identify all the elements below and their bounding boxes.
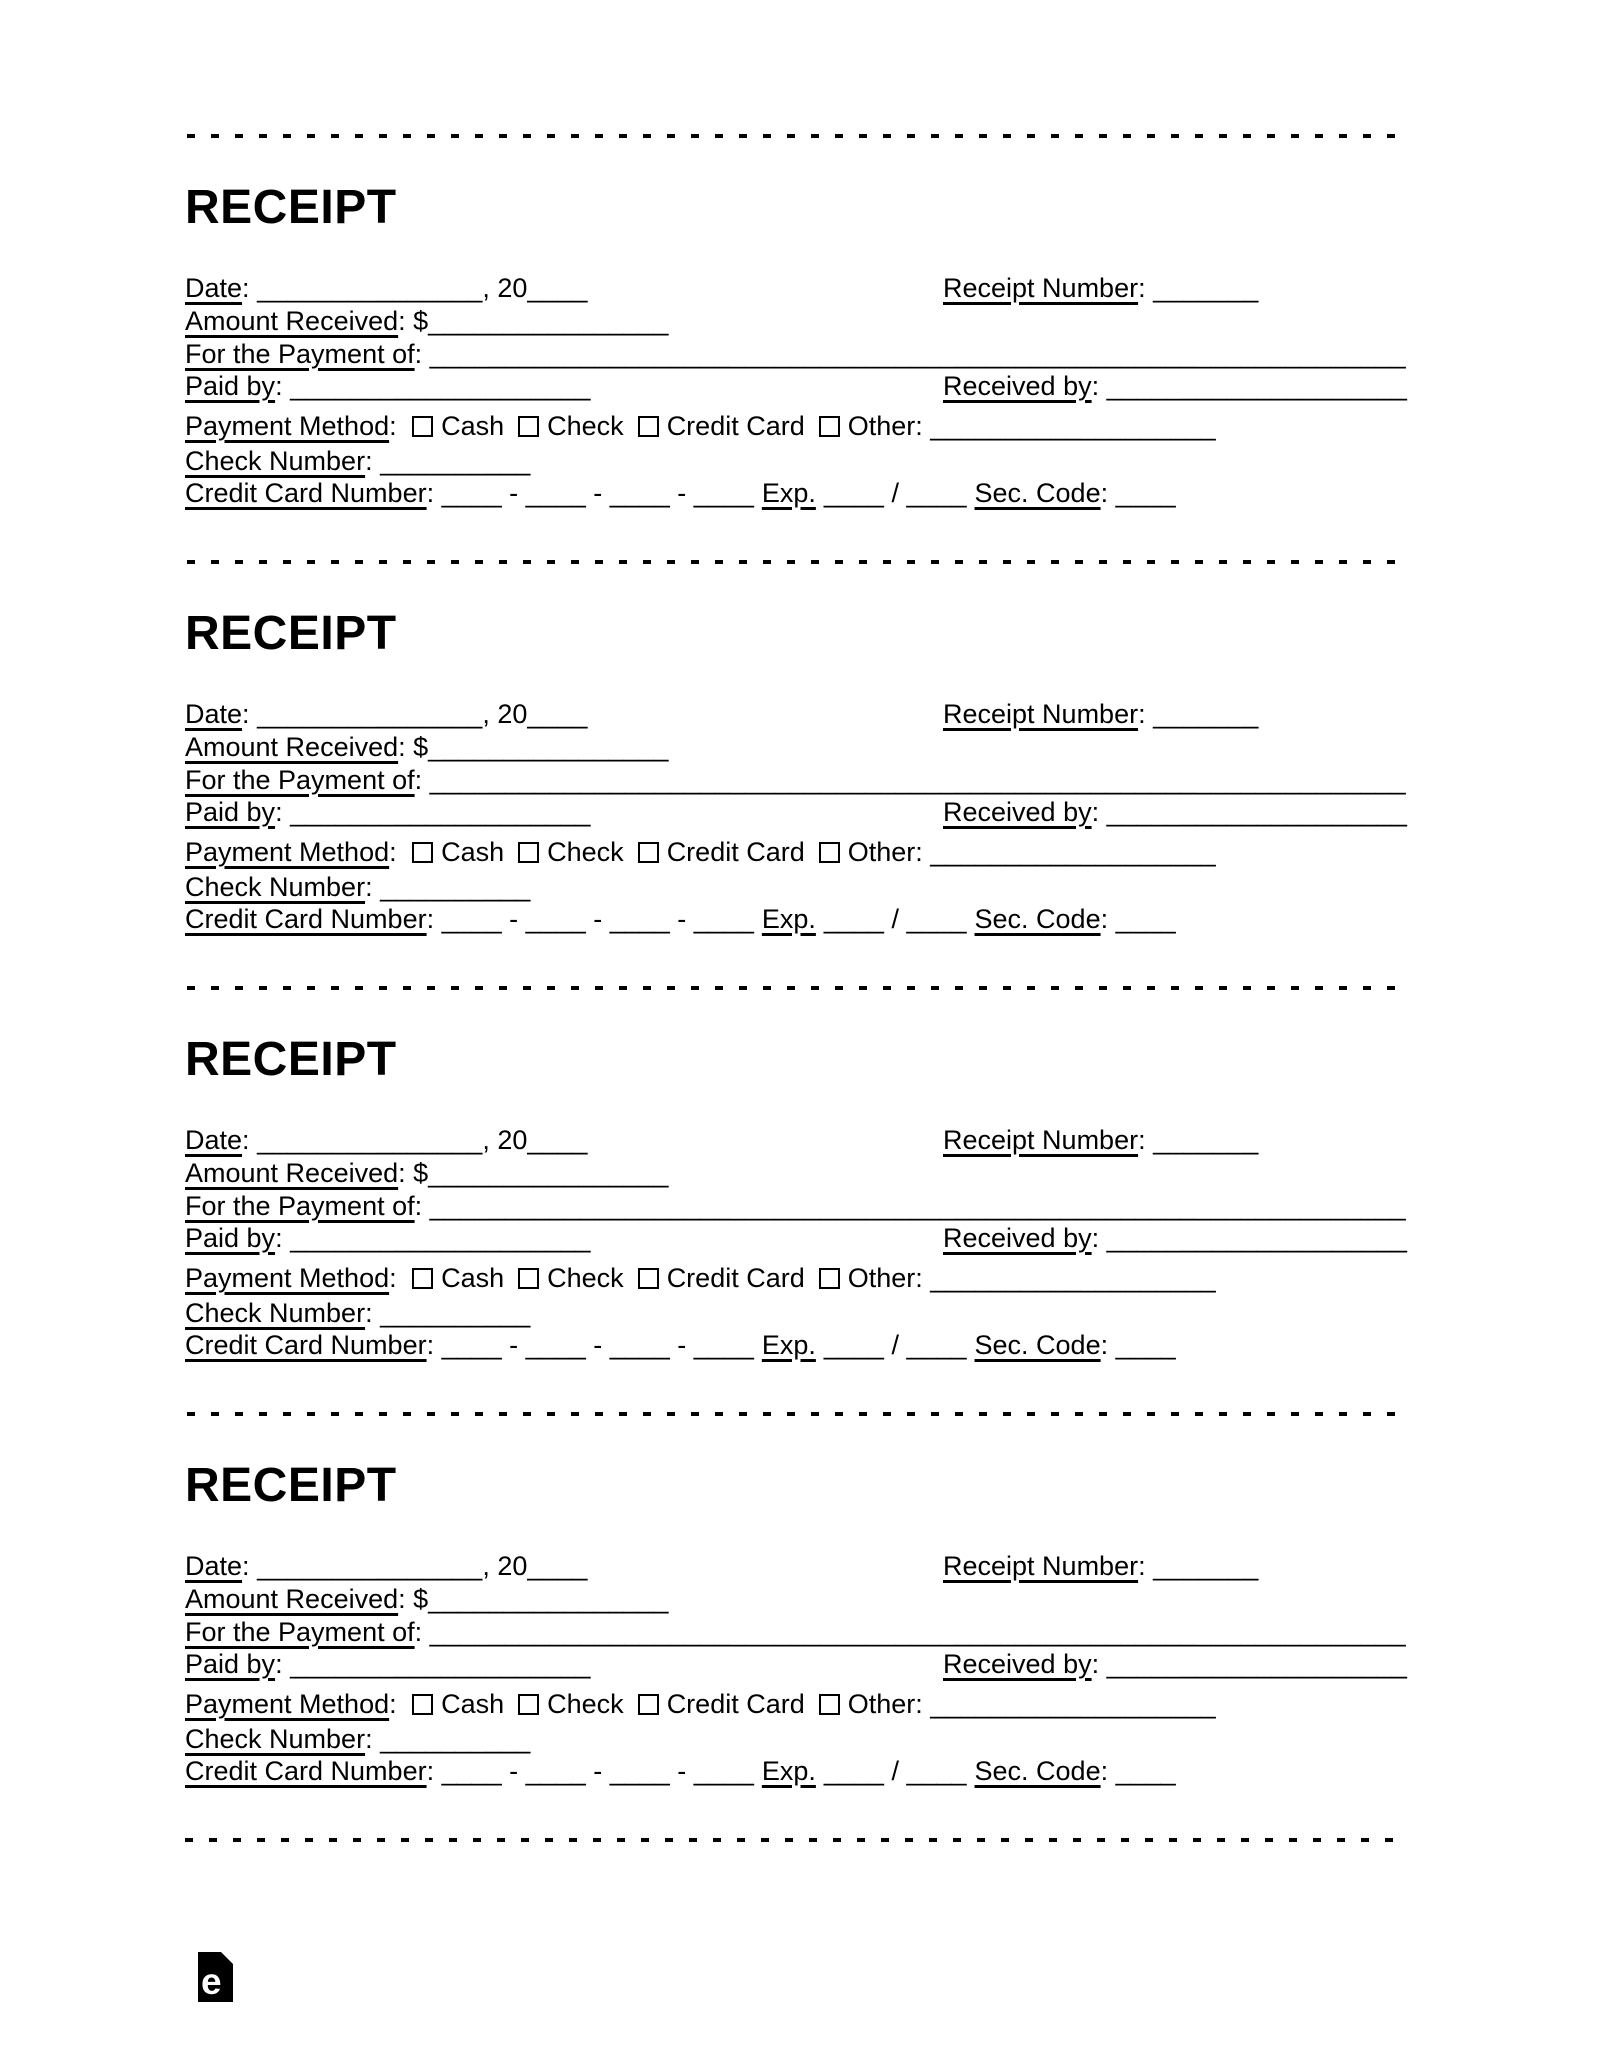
amount-blank: ________________	[428, 1584, 669, 1614]
date-row	[185, 698, 1407, 731]
received-by-field	[943, 1222, 1407, 1255]
check-number-row	[185, 1723, 1407, 1756]
amount-blank: ________________	[428, 732, 669, 762]
paid-by-blank: ____________________	[290, 1649, 591, 1679]
payment-of-row	[185, 1190, 1407, 1223]
receipt-title: RECEIPT	[185, 1459, 397, 1512]
colon: :	[1091, 1223, 1107, 1253]
colon: :	[1138, 1125, 1154, 1155]
receipt-sections	[185, 134, 1407, 1842]
amount-received-row	[185, 1157, 1407, 1190]
colon: :	[426, 1756, 442, 1786]
dollar-sign: $	[413, 732, 429, 762]
receipt-number-field	[943, 1550, 1258, 1583]
payment-of-blank: _________________________________________________________________	[429, 1191, 1406, 1221]
paid-by-row	[185, 796, 1407, 829]
payment-option-credit-card	[638, 1689, 805, 1719]
colon: :	[275, 1649, 291, 1679]
date-century-prefix: , 20	[482, 273, 528, 303]
receipt-section	[185, 1412, 1407, 1838]
payment-of-label: For the Payment of	[185, 1617, 415, 1647]
dashed-cut-line	[187, 986, 1397, 990]
paid-by-row	[185, 1222, 1407, 1255]
exp-label: Exp.	[761, 1330, 816, 1360]
payment-option-other	[819, 1263, 916, 1293]
exp-label: Exp.	[761, 478, 816, 508]
logo-fold-corner-icon	[221, 1952, 233, 1964]
date-year-blank: ____	[527, 273, 588, 303]
amount-received-label: Amount Received	[185, 732, 399, 762]
colon: :	[1100, 1330, 1116, 1360]
payment-of-row	[185, 1616, 1407, 1649]
payment-option-cash	[412, 1689, 504, 1719]
check-label: Check	[547, 837, 624, 867]
dashed-cut-line	[187, 560, 1397, 564]
colon: :	[389, 411, 405, 441]
checkbox-icon	[518, 1694, 539, 1715]
colon: :	[365, 872, 381, 902]
sec-code-blank: ____	[1115, 1756, 1176, 1786]
date-century-prefix: , 20	[482, 1551, 528, 1581]
received-by-label: Received by	[943, 1649, 1092, 1679]
date-row	[185, 1550, 1407, 1583]
check-number-label: Check Number	[185, 1724, 366, 1754]
colon: :	[389, 1263, 405, 1293]
other-label: Other	[847, 1689, 916, 1719]
credit-card-label: Credit Card	[666, 411, 805, 441]
received-by-label: Received by	[943, 1223, 1092, 1253]
other-blank: ___________________	[930, 1689, 1216, 1719]
payment-of-label: For the Payment of	[185, 765, 415, 795]
checkbox-icon	[518, 416, 539, 437]
sec-code-blank: ____	[1115, 1330, 1176, 1360]
cash-label: Cash	[441, 837, 505, 867]
colon: :	[1091, 797, 1107, 827]
sec-code-label: Sec. Code	[974, 478, 1101, 508]
colon: :	[915, 1689, 931, 1719]
colon: :	[398, 732, 414, 762]
colon: :	[365, 446, 381, 476]
credit-card-number-row	[185, 1755, 1407, 1788]
payment-option-other	[819, 837, 916, 867]
credit-card-number-blanks: ____ - ____ - ____ - ____	[441, 1756, 754, 1786]
amount-received-label: Amount Received	[185, 1158, 399, 1188]
colon: :	[1100, 1756, 1116, 1786]
paid-by-label: Paid by	[185, 797, 276, 827]
amount-received-row	[185, 731, 1407, 764]
payment-of-blank: _________________________________________________________________	[429, 765, 1406, 795]
check-number-label: Check Number	[185, 1298, 366, 1328]
receipt-number-blank: _______	[1153, 1551, 1259, 1581]
credit-card-number-row	[185, 903, 1407, 936]
amount-blank: ________________	[428, 1158, 669, 1188]
date-blank: _______________	[257, 1125, 483, 1155]
received-by-blank: ____________________	[1106, 797, 1407, 827]
paid-by-label: Paid by	[185, 1649, 276, 1679]
date-year-blank: ____	[527, 1551, 588, 1581]
receipt-number-label: Receipt Number	[943, 1125, 1139, 1155]
payment-of-blank: _________________________________________________________________	[429, 1617, 1406, 1647]
checkbox-icon	[819, 1268, 840, 1289]
date-label: Date	[185, 699, 243, 729]
colon: :	[1091, 1649, 1107, 1679]
receipt-title: RECEIPT	[185, 1033, 397, 1086]
dashed-cut-line	[185, 1838, 1395, 1842]
colon: :	[915, 411, 931, 441]
dashed-cut-line	[187, 134, 1397, 138]
sec-code-blank: ____	[1115, 478, 1176, 508]
date-blank: _______________	[257, 1551, 483, 1581]
payment-option-other	[819, 1689, 916, 1719]
exp-label: Exp.	[761, 1756, 816, 1786]
payment-option-check	[518, 1689, 624, 1719]
credit-card-number-blanks: ____ - ____ - ____ - ____	[441, 1330, 754, 1360]
payment-option-check	[518, 837, 624, 867]
check-label: Check	[547, 411, 624, 441]
date-century-prefix: , 20	[482, 699, 528, 729]
credit-card-number-blanks: ____ - ____ - ____ - ____	[441, 478, 754, 508]
logo-letter: e	[201, 1961, 222, 2002]
paid-by-blank: ____________________	[290, 371, 591, 401]
cash-label: Cash	[441, 1263, 505, 1293]
check-number-blank: __________	[380, 1298, 531, 1328]
receipt-title: RECEIPT	[185, 607, 397, 660]
other-blank: ___________________	[930, 1263, 1216, 1293]
credit-card-number-label: Credit Card Number	[185, 904, 427, 934]
date-blank: _______________	[257, 273, 483, 303]
checkbox-icon	[819, 842, 840, 863]
colon: :	[389, 837, 405, 867]
credit-card-number-label: Credit Card Number	[185, 478, 427, 508]
credit-card-label: Credit Card	[666, 1263, 805, 1293]
received-by-blank: ____________________	[1106, 371, 1407, 401]
payment-method-label: Payment Method	[185, 837, 390, 867]
credit-card-number-blanks: ____ - ____ - ____ - ____	[441, 904, 754, 934]
credit-card-number-row	[185, 1329, 1407, 1362]
amount-received-label: Amount Received	[185, 306, 399, 336]
colon: :	[275, 371, 291, 401]
checkbox-icon	[412, 1268, 433, 1289]
dashed-cut-line	[187, 1412, 1397, 1416]
check-number-row	[185, 1297, 1407, 1330]
check-number-row	[185, 871, 1407, 904]
receipt-number-blank: _______	[1153, 699, 1259, 729]
colon: :	[242, 1125, 258, 1155]
paid-by-label: Paid by	[185, 371, 276, 401]
checkbox-icon	[638, 416, 659, 437]
check-number-row	[185, 445, 1407, 478]
received-by-label: Received by	[943, 371, 1092, 401]
checkbox-icon	[412, 842, 433, 863]
colon: :	[398, 1584, 414, 1614]
sec-code-label: Sec. Code	[974, 904, 1101, 934]
checkbox-icon	[638, 1268, 659, 1289]
exp-blanks: ____ / ____	[823, 904, 967, 934]
colon: :	[1138, 1551, 1154, 1581]
payment-of-label: For the Payment of	[185, 1191, 415, 1221]
receipt-number-label: Receipt Number	[943, 1551, 1139, 1581]
checkbox-icon	[819, 416, 840, 437]
date-label: Date	[185, 1125, 243, 1155]
colon: :	[1100, 478, 1116, 508]
other-label: Other	[847, 837, 916, 867]
other-label: Other	[847, 411, 916, 441]
receipt-number-blank: _______	[1153, 273, 1259, 303]
payment-method-label: Payment Method	[185, 1689, 390, 1719]
payment-of-blank: _________________________________________________________________	[429, 339, 1406, 369]
colon: :	[426, 904, 442, 934]
payment-method-row	[185, 1262, 1407, 1295]
sec-code-label: Sec. Code	[974, 1756, 1101, 1786]
receipt-section	[185, 986, 1407, 1412]
sec-code-blank: ____	[1115, 904, 1176, 934]
checkbox-icon	[518, 1268, 539, 1289]
credit-card-label: Credit Card	[666, 1689, 805, 1719]
date-year-blank: ____	[527, 1125, 588, 1155]
colon: :	[389, 1689, 405, 1719]
payment-option-cash	[412, 837, 504, 867]
eforms-logo	[198, 1952, 233, 2002]
payment-of-row	[185, 338, 1407, 371]
other-label: Other	[847, 1263, 916, 1293]
received-by-label: Received by	[943, 797, 1092, 827]
date-row	[185, 1124, 1407, 1157]
date-blank: _______________	[257, 699, 483, 729]
payment-of-row	[185, 764, 1407, 797]
amount-received-row	[185, 305, 1407, 338]
exp-blanks: ____ / ____	[823, 1330, 967, 1360]
exp-label: Exp.	[761, 904, 816, 934]
colon: :	[414, 1191, 430, 1221]
payment-option-cash	[412, 411, 504, 441]
check-number-label: Check Number	[185, 446, 366, 476]
amount-received-row	[185, 1583, 1407, 1616]
credit-card-number-label: Credit Card Number	[185, 1330, 427, 1360]
payment-option-other	[819, 411, 916, 441]
check-number-label: Check Number	[185, 872, 366, 902]
payment-option-cash	[412, 1263, 504, 1293]
check-number-blank: __________	[380, 446, 531, 476]
checkbox-icon	[638, 1694, 659, 1715]
colon: :	[426, 1330, 442, 1360]
colon: :	[1100, 904, 1116, 934]
payment-option-credit-card	[638, 411, 805, 441]
check-label: Check	[547, 1263, 624, 1293]
paid-by-row	[185, 370, 1407, 403]
receipt-number-blank: _______	[1153, 1125, 1259, 1155]
payment-option-check	[518, 411, 624, 441]
colon: :	[275, 1223, 291, 1253]
payment-method-label: Payment Method	[185, 1263, 390, 1293]
payment-method-row	[185, 410, 1407, 443]
colon: :	[398, 306, 414, 336]
colon: :	[915, 837, 931, 867]
date-century-prefix: , 20	[482, 1125, 528, 1155]
receipt-number-field	[943, 698, 1258, 731]
date-year-blank: ____	[527, 699, 588, 729]
amount-received-label: Amount Received	[185, 1584, 399, 1614]
payment-method-label: Payment Method	[185, 411, 390, 441]
colon: :	[275, 797, 291, 827]
credit-card-label: Credit Card	[666, 837, 805, 867]
cash-label: Cash	[441, 411, 505, 441]
colon: :	[398, 1158, 414, 1188]
colon: :	[365, 1298, 381, 1328]
receipt-title: RECEIPT	[185, 181, 397, 234]
receipt-number-field	[943, 272, 1258, 305]
paid-by-label: Paid by	[185, 1223, 276, 1253]
payment-of-label: For the Payment of	[185, 339, 415, 369]
dollar-sign: $	[413, 1584, 429, 1614]
check-number-blank: __________	[380, 872, 531, 902]
payment-option-check	[518, 1263, 624, 1293]
colon: :	[426, 478, 442, 508]
check-number-blank: __________	[380, 1724, 531, 1754]
receipt-number-label: Receipt Number	[943, 699, 1139, 729]
receipt-number-label: Receipt Number	[943, 273, 1139, 303]
payment-method-row	[185, 1688, 1407, 1721]
received-by-field	[943, 796, 1407, 829]
paid-by-blank: ____________________	[290, 1223, 591, 1253]
payment-option-credit-card	[638, 1263, 805, 1293]
paid-by-blank: ____________________	[290, 797, 591, 827]
colon: :	[365, 1724, 381, 1754]
credit-card-number-label: Credit Card Number	[185, 1756, 427, 1786]
other-blank: ___________________	[930, 837, 1216, 867]
amount-blank: ________________	[428, 306, 669, 336]
receipt-section	[185, 134, 1407, 560]
date-label: Date	[185, 273, 243, 303]
check-label: Check	[547, 1689, 624, 1719]
received-by-field	[943, 1648, 1407, 1681]
credit-card-number-row	[185, 477, 1407, 510]
colon: :	[414, 1617, 430, 1647]
date-row	[185, 272, 1407, 305]
exp-blanks: ____ / ____	[823, 478, 967, 508]
colon: :	[414, 765, 430, 795]
receipt-number-field	[943, 1124, 1258, 1157]
cash-label: Cash	[441, 1689, 505, 1719]
colon: :	[414, 339, 430, 369]
sec-code-label: Sec. Code	[974, 1330, 1101, 1360]
received-by-field	[943, 370, 1407, 403]
checkbox-icon	[518, 842, 539, 863]
colon: :	[915, 1263, 931, 1293]
dollar-sign: $	[413, 1158, 429, 1188]
colon: :	[1138, 699, 1154, 729]
payment-option-credit-card	[638, 837, 805, 867]
payment-method-row	[185, 836, 1407, 869]
colon: :	[242, 699, 258, 729]
received-by-blank: ____________________	[1106, 1649, 1407, 1679]
date-label: Date	[185, 1551, 243, 1581]
exp-blanks: ____ / ____	[823, 1756, 967, 1786]
paid-by-row	[185, 1648, 1407, 1681]
dollar-sign: $	[413, 306, 429, 336]
other-blank: ___________________	[930, 411, 1216, 441]
colon: :	[242, 273, 258, 303]
colon: :	[1138, 273, 1154, 303]
checkbox-icon	[638, 842, 659, 863]
received-by-blank: ____________________	[1106, 1223, 1407, 1253]
colon: :	[242, 1551, 258, 1581]
colon: :	[1091, 371, 1107, 401]
checkbox-icon	[412, 1694, 433, 1715]
checkbox-icon	[819, 1694, 840, 1715]
checkbox-icon	[412, 416, 433, 437]
receipt-section	[185, 560, 1407, 986]
